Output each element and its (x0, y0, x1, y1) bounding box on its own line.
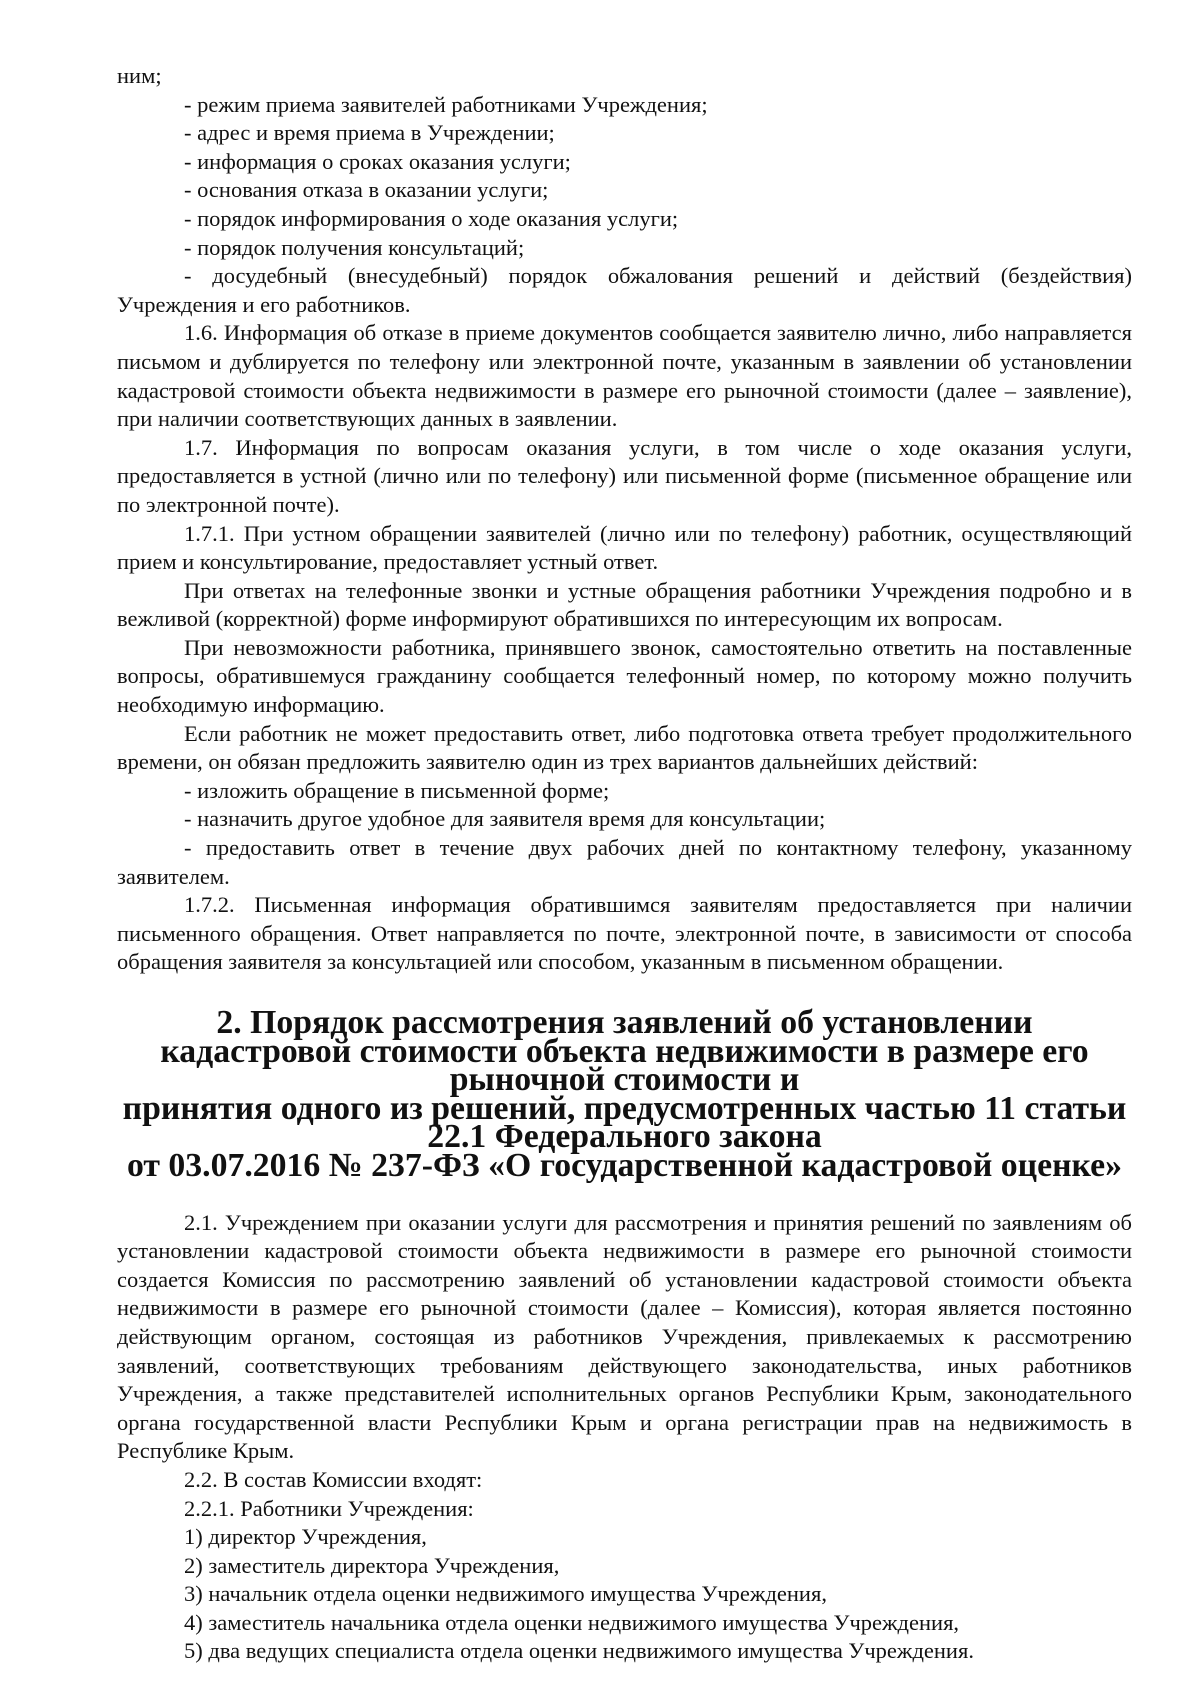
paragraph-1-7: 1.7. Информация по вопросам оказания услуги, в том числе о ходе оказания услуги, предоставляется в устной (лично или по телефону) или письменной форме (письменное обращение или по электронной почте). (117, 434, 1132, 517)
list-item: - основания отказа в оказании услуги; (184, 177, 549, 203)
member-item: 2) заместитель директора Учреждения, (184, 1552, 560, 1578)
continued-line: ним; (117, 63, 162, 88)
list-item: - порядок получения консультаций; (184, 234, 525, 260)
paragraph-2-2: 2.2. В состав Комиссии входят: (184, 1466, 483, 1492)
paragraph-2-1: 2.1. Учреждением при оказании услуги для рассмотрения и принятия решений по заявлениям об установлении кадастровой стоимости объекта недвижимости в размере его рыночной стоимости создается Комиссия по рассмотрению заявлений об установлении кадастровой стоимости объекта недвижимости в размере его рыночной стоимости (далее – Комиссия), которая является постоянно действующим органом, состоящая из работников Учреждения, привлекаемых к рассмотрению заявлений, соответствующих требованиям действующего законодательства, иных работников Учреждения, а также представителей исполнительных органов Республики Крым, законодательного органа государственной власти Республики Крым и органа регистрации прав на недвижимость в Республике Крым. (117, 1209, 1132, 1464)
heading-line: принятия одного из решений, предусмотренных частью 11 статьи 22.1 Федерального закона (122, 1089, 1127, 1156)
heading-line: от 03.07.2016 № 237-ФЗ «О государственной кадастровой оценке» (126, 1146, 1123, 1184)
member-item: 4) заместитель начальника отдела оценки недвижимого имущества Учреждения, (184, 1609, 960, 1635)
heading-line: кадастровой стоимости объекта недвижимости в размере его рыночной стоимости и (160, 1032, 1089, 1099)
member-item: 5) два ведущих специалиста отдела оценки недвижимого имущества Учреждения. (184, 1638, 974, 1664)
spacer (117, 1181, 1132, 1209)
list-item: - адрес и время приема в Учреждении; (184, 120, 555, 146)
paragraph-if-cannot: Если работник не может предоставить ответ, либо подготовка ответа требует продолжительного времени, он обязан предложить заявителю один из трех вариантов дальнейших действий: (117, 720, 1132, 775)
list-item: - режим приема заявителей работниками Учреждения; (184, 91, 708, 117)
paragraph-phone-calls: При ответах на телефонные звонки и устные обращения работники Учреждения подробно и в вежливой (корректной) форме информируют обратившихся по интересующим их вопросам. (117, 577, 1132, 632)
paragraph-1-7-2: 1.7.2. Письменная информация обратившимся заявителям предоставляется при наличии письменного обращения. Ответ направляется по почте, электронной почте, в зависимости от способа обращения заявителя за консультацией или способом, указанным в письменном обращении. (117, 892, 1132, 975)
paragraph-2-2-1: 2.2.1. Работники Учреждения: (184, 1495, 474, 1521)
list-item-pretrial: - досудебный (внесудебный) порядок обжалования решений и действий (бездействия) Учреждения и его работников. (117, 263, 1132, 317)
option-item-answer: - предоставить ответ в течение двух рабочих дней по контактному телефону, указанному заявителем. (117, 835, 1132, 889)
member-item: 3) начальник отдела оценки недвижимого имущества Учреждения, (184, 1581, 827, 1607)
list-item: - порядок информирования о ходе оказания услуги; (184, 205, 679, 231)
section-2-heading (117, 1004, 1132, 1184)
paragraph-1-7-1: 1.7.1. При устном обращении заявителей (лично или по телефону) работник, осуществляющий прием и консультирование, предоставляет устный ответ. (117, 520, 1132, 575)
option-item: - назначить другое удобное для заявителя время для консультации; (184, 806, 826, 832)
heading-line: 2. Порядок рассмотрения заявлений об установлении (216, 1004, 1033, 1041)
member-item: 1) директор Учреждения, (184, 1524, 427, 1550)
list-item: - информация о сроках оказания услуги; (184, 148, 571, 174)
paragraph-1-6: 1.6. Информация об отказе в приеме документов сообщается заявителю лично, либо направляется письмом и дублируется по телефону или электронной почте, указанным в заявлении об установлении кадастровой стоимости объекта недвижимости в размере его рыночной стоимости (далее – заявление), при наличии соответствующих данных в заявлении. (117, 320, 1132, 432)
paragraph-impossible: При невозможности работника, принявшего звонок, самостоятельно ответить на поставленные вопросы, обратившемуся гражданину сообщается телефонный номер, по которому можно получить необходимую информацию. (117, 634, 1132, 718)
option-item: - изложить обращение в письменной форме; (184, 777, 610, 803)
